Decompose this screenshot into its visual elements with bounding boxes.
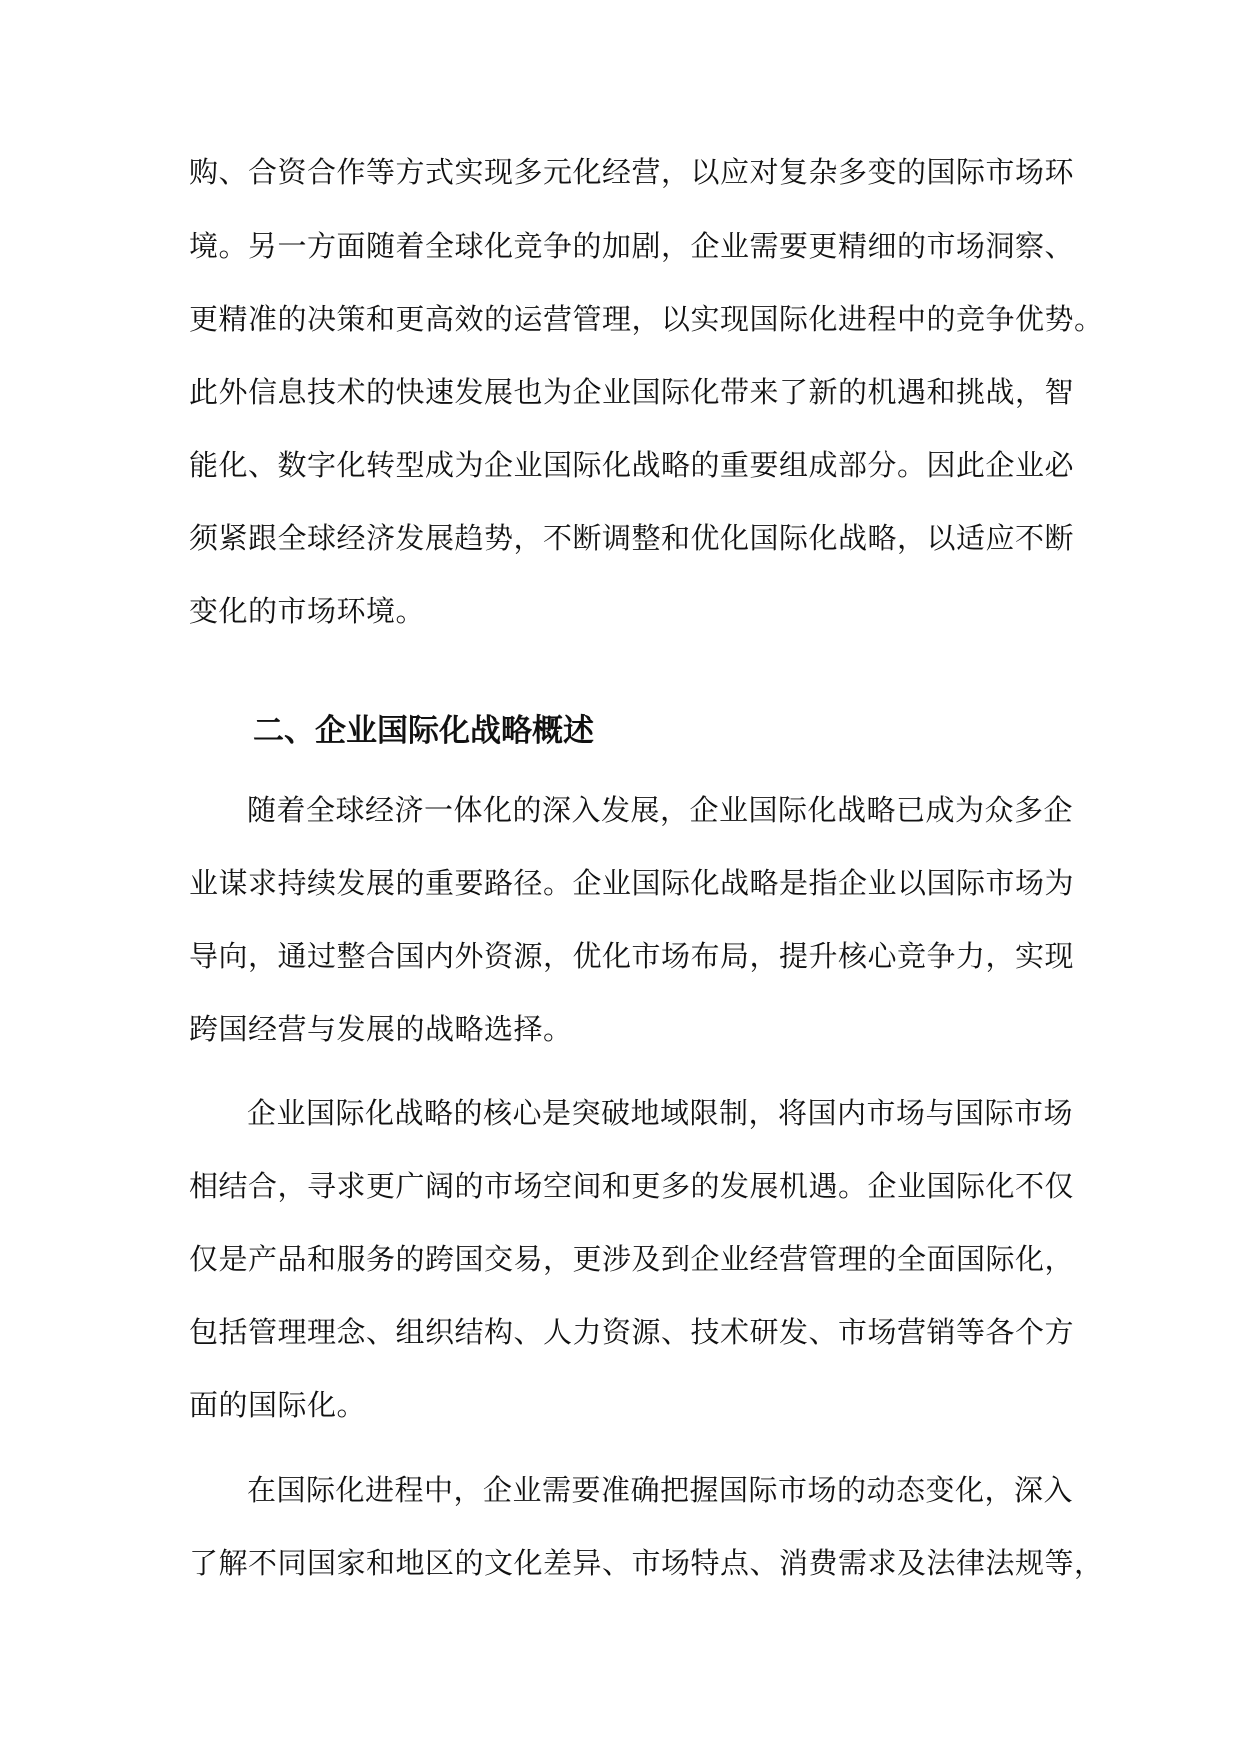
text-line: 在国际化进程中，企业需要准确把握国际市场的动态变化，深入 xyxy=(247,1473,1074,1507)
text-line: 相结合，寻求更广阔的市场空间和更多的发展机遇。企业国际化不仅 xyxy=(189,1169,1075,1203)
text-line: 业谋求持续发展的重要路径。企业国际化战略是指企业以国际市场为 xyxy=(189,866,1075,900)
text-line: 境。另一方面随着全球化竞争的加剧，企业需要更精细的市场洞察、 xyxy=(189,229,1075,263)
text-line: 变化的市场环境。 xyxy=(189,594,426,628)
text-line: 了解不同国家和地区的文化差异、市场特点、消费需求及法律法规等， xyxy=(189,1546,1104,1580)
text-line: 此外信息技术的快速发展也为企业国际化带来了新的机遇和挑战，智 xyxy=(189,375,1075,409)
text-line: 更精准的决策和更高效的运营管理，以实现国际化进程中的竞争优势。 xyxy=(189,302,1104,336)
text-line: 仅是产品和服务的跨国交易，更涉及到企业经营管理的全面国际化， xyxy=(189,1242,1075,1276)
text-line: 包括管理理念、组织结构、人力资源、技术研发、市场营销等各个方 xyxy=(189,1315,1075,1349)
text-line: 购、合资合作等方式实现多元化经营，以应对复杂多变的国际市场环 xyxy=(189,155,1075,189)
text-line: 随着全球经济一体化的深入发展，企业国际化战略已成为众多企 xyxy=(247,793,1074,827)
text-line: 须紧跟全球经济发展趋势，不断调整和优化国际化战略，以适应不断 xyxy=(189,521,1075,555)
text-line: 企业国际化战略的核心是突破地域限制，将国内市场与国际市场 xyxy=(247,1096,1074,1130)
text-line: 导向，通过整合国内外资源，优化市场布局，提升核心竞争力，实现 xyxy=(189,939,1075,973)
text-line: 面的国际化。 xyxy=(189,1388,367,1422)
text-line: 能化、数字化转型成为企业国际化战略的重要组成部分。因此企业必 xyxy=(189,448,1075,482)
section-heading: 二、企业国际化战略概述 xyxy=(253,713,594,749)
text-line: 跨国经营与发展的战略选择。 xyxy=(189,1012,573,1046)
